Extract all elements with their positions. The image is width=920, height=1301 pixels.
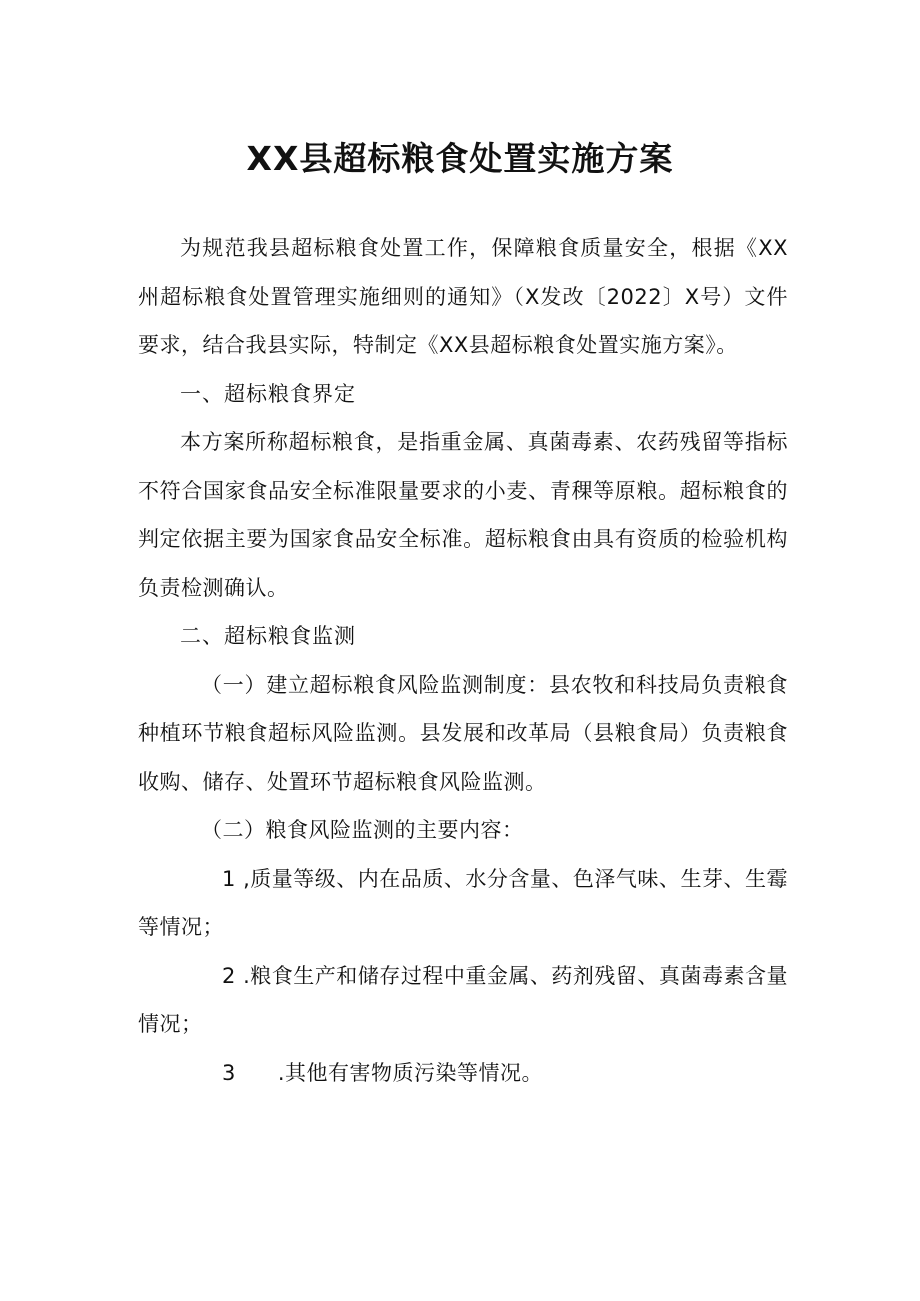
document-body (138, 224, 788, 1097)
list-item-number: 1 (222, 866, 236, 891)
section-2-item-1: （一）建立超标粮食风险监测制度：县农牧和科技局负责粮食种植环节粮食超标风险监测。县发展和改革局（县粮食局）负责粮食收购、储存、处置环节超标粮食风险监测。 (138, 672, 788, 794)
list-item-number: 2 (222, 963, 236, 988)
intro-paragraph: 为规范我县超标粮食处置工作，保障粮食质量安全，根据《XX州超标粮食处置管理实施细则的通知》（X发改〔2022〕X号）文件要求，结合我县实际，特制定《XX县超标粮食处置实施方案》。 (138, 236, 788, 357)
list-item-text: ,质量等级、内在品质、水分含量、色泽气味、生芽、生霉等情况； (138, 866, 788, 939)
list-item-text: .粮食生产和储存过程中重金属、药剂残留、真菌毒素含量情况； (138, 963, 788, 1036)
document-title: XX县超标粮食处置实施方案 (246, 139, 674, 178)
list-item (138, 1049, 788, 1098)
list-item (138, 855, 788, 952)
list-item-number: 3 (222, 1060, 236, 1085)
section-2-item-2: （二）粮食风险监测的主要内容： (201, 818, 524, 842)
list-item-text: .其他有害物质污染等情况。 (277, 1060, 544, 1085)
section-1-heading: 一、超标粮食界定 (180, 381, 356, 406)
list-item (138, 952, 788, 1049)
section-2-heading: 二、超标粮食监测 (180, 624, 356, 648)
section-1-paragraph: 本方案所称超标粮食，是指重金属、真菌毒素、农药残留等指标不符合国家食品安全标准限量要求的小麦、青稞等原粮。超标粮食的判定依据主要为国家食品安全标准。超标粮食由具有资质的检验机构负责检测确认。 (138, 430, 788, 600)
